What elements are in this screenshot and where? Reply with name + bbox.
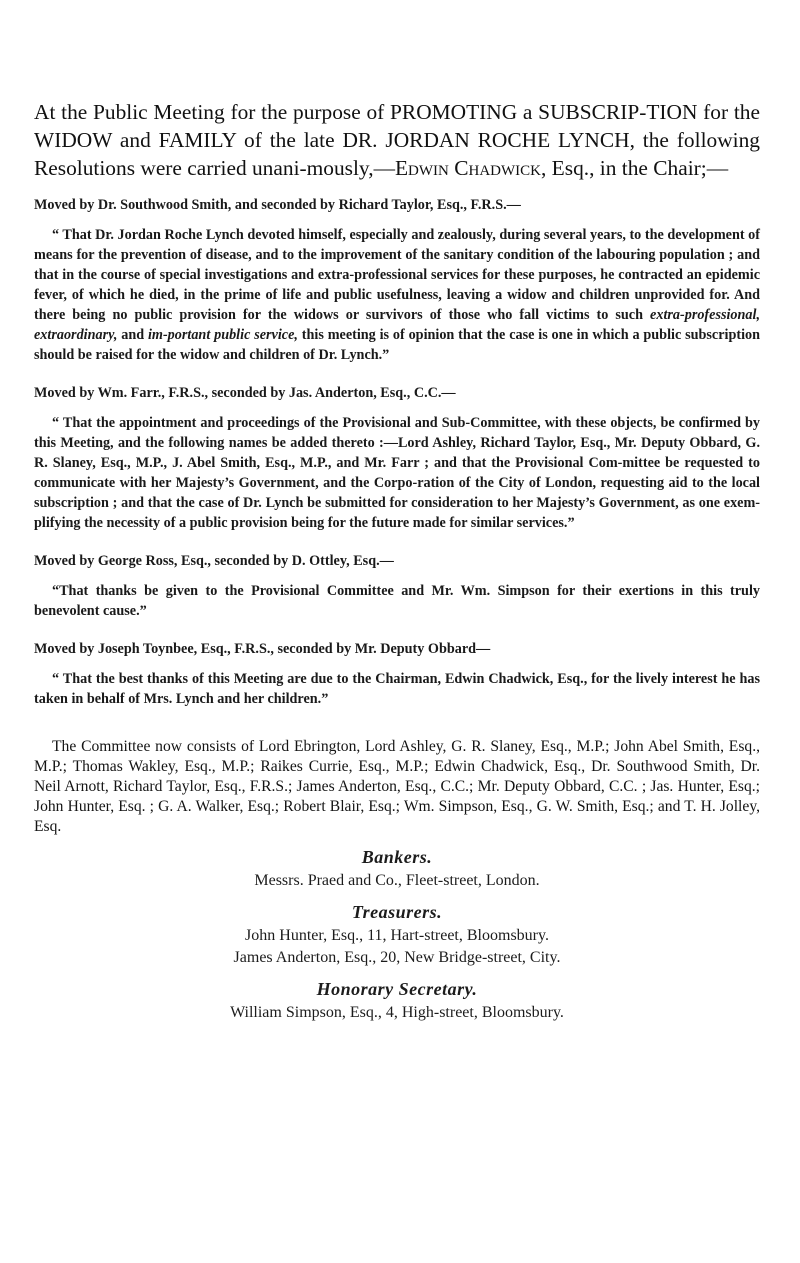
resolution-text-part: and <box>117 327 148 343</box>
resolution-3 <box>34 552 760 621</box>
resolution-text <box>34 225 760 365</box>
meeting-heading <box>34 98 760 182</box>
resolution-text-emphasis: extra-professional, extraordinary, <box>34 307 760 343</box>
resolution-mover: Moved by Joseph Toynbee, Esq., F.R.S., seconded by Mr. Deputy Obbard— <box>34 641 491 657</box>
resolution-mover: Moved by George Ross, Esq., seconded by D. Ottley, Esq.— <box>34 553 394 569</box>
resolution-4 <box>34 640 760 709</box>
resolution-text-part: this meeting is of opinion that the case is one in which a public subscription should be raised for the widow and children of Dr. Lynch.” <box>34 327 760 363</box>
secretary-section <box>34 979 760 1024</box>
resolution-mover: Moved by Wm. Farr., F.R.S., seconded by Jas. Anderton, Esq., C.C.— <box>34 385 456 401</box>
resolution-mover: Moved by Dr. Southwood Smith, and seconded by Richard Taylor, Esq., F.R.S.— <box>34 197 521 213</box>
resolution-text: “ That the appointment and proceedings of the Provisional and Sub-Committee, with these objects, be confirmed by this Meeting, and the following names be added thereto :—Lord Ashley, Richard Taylor, Esq., Mr. Deputy Obbard, G. R. Slaney, Esq., M.P., J. Abel Smith, Esq., M.P., and Mr. Farr ; and that the Provisional Com-mittee be requested to communicate with her Majesty’s Government, and the Corpo-ration of the City of London, requesting aid to the local subscription ; and that the case of Dr. Lynch be submitted for consideration to her Majesty’s Government, as one exem-plifying the necessity of a public provision being for the future made for similar services.” <box>34 415 760 531</box>
resolution-text: “That thanks be given to the Provisional Committee and Mr. Wm. Simpson for their exertions in this truly benevolent cause.” <box>34 583 760 619</box>
treasurer-line: John Hunter, Esq., 11, Hart-street, Bloomsbury. <box>245 927 549 944</box>
secretary-line: William Simpson, Esq., 4, High-street, Bloomsbury. <box>230 1004 564 1021</box>
bankers-section <box>34 847 760 892</box>
heading-chair-text: , Esq., in the Chair;— <box>540 156 729 180</box>
resolution-text-part: “ That Dr. Jordan Roche Lynch devoted himself, especially and zealously, during several years, to the development of means for the prevention of disease, and to the improvement of the sanitary condition of the labouring population ; and that in the course of special investigations and extra-professional services for these purposes, he contracted an epidemic fever, of which he died, in the prime of life and public usefulness, leaving a widow and children unprovided for. And there being no public provision for the widows or survivors of those who fall victims to such <box>34 227 760 323</box>
resolution-1 <box>34 196 760 365</box>
treasurers-title: Treasurers. <box>351 902 443 922</box>
resolution-2 <box>34 384 760 533</box>
bankers-line: Messrs. Praed and Co., Fleet-street, London. <box>254 872 540 889</box>
resolution-text: “ That the best thanks of this Meeting are due to the Chairman, Edwin Chadwick, Esq., for the lively interest he has taken in behalf of Mrs. Lynch and her children.” <box>34 671 760 707</box>
treasurers-section <box>34 902 760 969</box>
resolution-text-emphasis: im-portant public service, <box>147 327 298 343</box>
treasurer-line: James Anderton, Esq., 20, New Bridge-street, City. <box>233 949 561 966</box>
chair-name: Edwin Chadwick <box>394 156 541 180</box>
secretary-title: Honorary Secretary. <box>316 979 478 999</box>
heading-text: At the Public Meeting for the purpose of PROMOTING a SUBSCRIP-TION for the WIDOW and FAMILY of the late DR. JORDAN ROCHE LYNCH, the following Resolutions were carried unani-mously,— <box>34 100 760 180</box>
committee-list: The Committee now consists of Lord Ebrington, Lord Ashley, G. R. Slaney, Esq., M.P.; John Abel Smith, Esq., M.P.; Thomas Wakley, Esq., M.P.; Raikes Currie, Esq., M.P.; Edwin Chadwick, Esq., Dr. Southwood Smith, Dr. Neil Arnott, Richard Taylor, Esq., F.R.S.; James Anderton, Esq., C.C.; Mr. Deputy Obbard, C.C. ; Jas. Hunter, Esq.; John Hunter, Esq. ; G. A. Walker, Esq.; Robert Blair, Esq.; Wm. Simpson, Esq., G. W. Smith, Esq.; and T. H. Jolley, Esq. <box>34 738 760 835</box>
bankers-title: Bankers. <box>361 847 433 867</box>
